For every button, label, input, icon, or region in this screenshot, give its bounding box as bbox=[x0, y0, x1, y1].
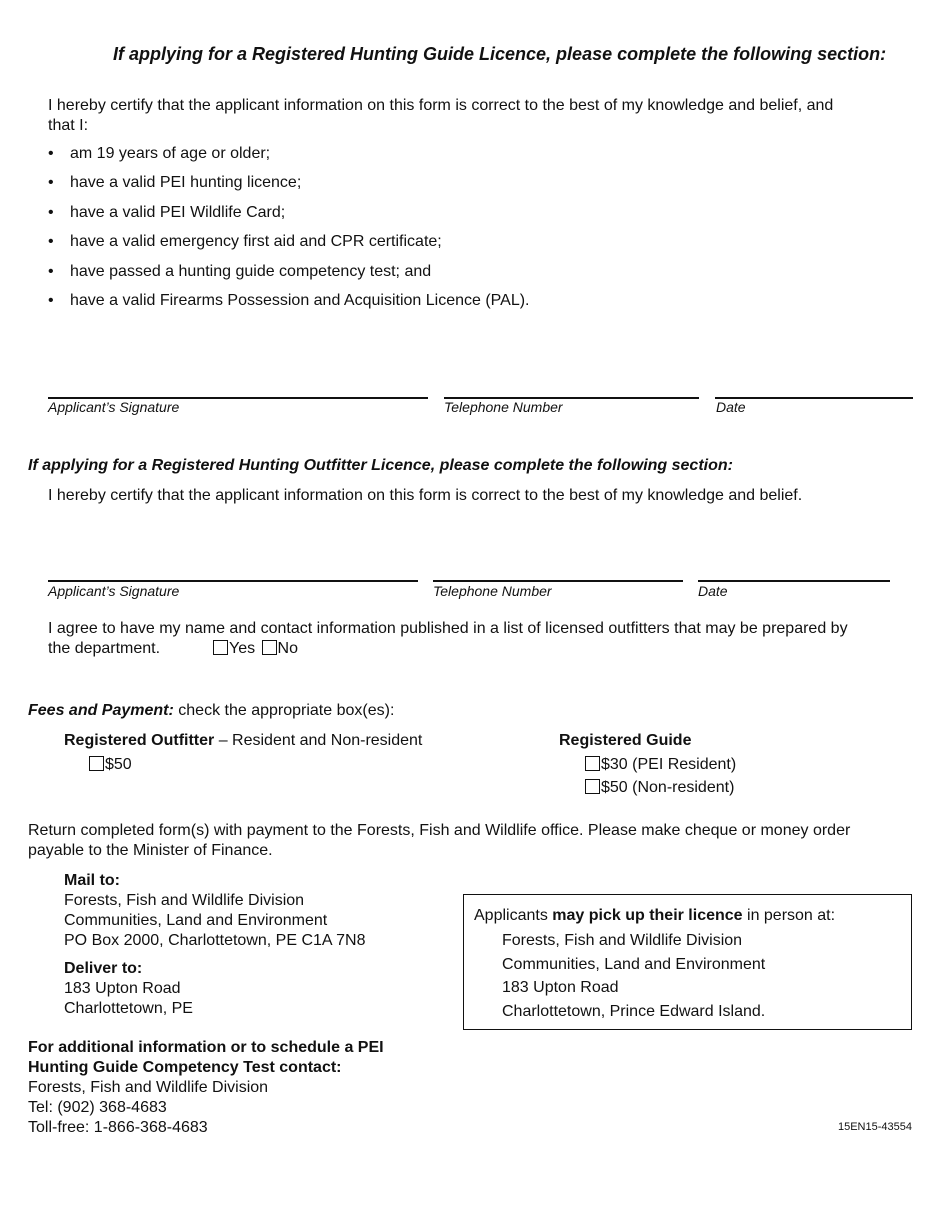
pickup-box bbox=[463, 894, 912, 1030]
bullet-icon: • bbox=[48, 262, 54, 280]
mail-address-line: Communities, Land and Environment bbox=[64, 912, 328, 929]
contact-tollfree: Toll-free: 1-866-368-4683 bbox=[28, 1119, 208, 1136]
guide-telephone-label: Telephone Number bbox=[444, 399, 563, 415]
pickup-address-line: Communities, Land and Environment bbox=[502, 955, 766, 973]
publish-yes-label: Yes bbox=[228, 640, 256, 657]
outfitter-section-heading: If applying for a Registered Hunting Outfitter Licence, please complete the following section: bbox=[28, 457, 733, 474]
form-code: 15EN15-43554 bbox=[837, 1121, 912, 1133]
publish-consent-line1: I agree to have my name and contact information published in a list of licensed outfitters that may be prepared by bbox=[48, 620, 848, 637]
guide-signature-label: Applicant’s Signature bbox=[48, 399, 180, 415]
contact-heading-line1: For additional information or to schedule a PEI bbox=[28, 1039, 384, 1056]
mail-address-line: Forests, Fish and Wildlife Division bbox=[64, 892, 305, 909]
requirement-text: have passed a hunting guide competency test; and bbox=[70, 262, 432, 280]
pickup-intro-bold: may pick up their licence bbox=[552, 907, 743, 924]
list-item bbox=[48, 232, 529, 261]
pickup-intro-pre: Applicants bbox=[474, 907, 553, 924]
outfitter-telephone-label: Telephone Number bbox=[433, 583, 552, 599]
contact-telephone: Tel: (902) 368-4683 bbox=[28, 1099, 167, 1116]
guide-fee-nonresident-label: $50 (Non-resident) bbox=[601, 779, 735, 796]
outfitter-signature-label: Applicant’s Signature bbox=[48, 583, 180, 599]
fees-instruction: check the appropriate box(es): bbox=[173, 702, 395, 719]
bullet-icon: • bbox=[48, 145, 54, 162]
publish-no-checkbox[interactable] bbox=[262, 640, 277, 655]
mail-address-line: PO Box 2000, Charlottetown, PE C1A 7N8 bbox=[64, 932, 366, 949]
mail-to-block bbox=[64, 871, 366, 951]
list-item bbox=[48, 262, 529, 291]
publish-consent bbox=[48, 619, 918, 659]
publish-consent-text: the department. bbox=[48, 640, 161, 657]
guide-fee-resident-option bbox=[585, 755, 736, 775]
pickup-intro bbox=[474, 906, 835, 926]
outfitter-fee-label: $50 bbox=[105, 756, 132, 773]
guide-date-label: Date bbox=[716, 399, 746, 415]
mail-to-label: Mail to: bbox=[64, 872, 120, 889]
list-item bbox=[48, 144, 529, 173]
publish-yes-checkbox[interactable] bbox=[213, 640, 228, 655]
outfitter-fee-option bbox=[89, 755, 132, 775]
return-line2: payable to the Minister of Finance. bbox=[28, 842, 273, 859]
list-item bbox=[48, 173, 529, 202]
outfitter-certify-text: I hereby certify that the applicant information on this form is correct to the best of my knowledge and belief. bbox=[48, 487, 803, 504]
contact-heading-line2: Hunting Guide Competency Test contact: bbox=[28, 1059, 342, 1076]
outfitter-date-label: Date bbox=[698, 583, 728, 599]
bullet-icon: • bbox=[48, 233, 54, 251]
outfitter-date-field[interactable] bbox=[698, 580, 890, 582]
bullet-icon: • bbox=[48, 203, 54, 221]
deliver-to-label: Deliver to: bbox=[64, 960, 143, 977]
deliver-to-block bbox=[64, 959, 193, 1019]
pickup-intro-post: in person at: bbox=[742, 907, 836, 924]
outfitter-fee-title bbox=[64, 731, 422, 751]
outfitter-fee-desc: – Resident and Non-resident bbox=[214, 732, 423, 749]
guide-requirements-list bbox=[48, 144, 529, 320]
guide-certify-line1: I hereby certify that the applicant information on this form is correct to the best of my knowledge and belief, and bbox=[48, 97, 834, 114]
requirement-text: am 19 years of age or older; bbox=[70, 145, 271, 162]
fees-heading: Fees and Payment: bbox=[28, 702, 174, 719]
pickup-address-line: Charlottetown, Prince Edward Island. bbox=[502, 1002, 766, 1020]
deliver-address-line: 183 Upton Road bbox=[64, 980, 181, 997]
outfitter-fee-checkbox[interactable] bbox=[89, 756, 104, 771]
requirement-text: have a valid PEI Wildlife Card; bbox=[70, 203, 286, 221]
return-instructions bbox=[28, 821, 928, 861]
guide-certify-text bbox=[48, 96, 908, 136]
pickup-address-line: 183 Upton Road bbox=[502, 979, 619, 996]
return-line1: Return completed form(s) with payment to the Forests, Fish and Wildlife office. Please make cheque or money order bbox=[28, 822, 851, 839]
requirement-text: have a valid PEI hunting licence; bbox=[70, 174, 302, 192]
bullet-icon: • bbox=[48, 174, 54, 192]
publish-no-label: No bbox=[277, 640, 298, 657]
bullet-icon: • bbox=[48, 291, 54, 309]
list-item bbox=[48, 203, 529, 232]
requirement-text: have a valid emergency first aid and CPR certificate; bbox=[70, 233, 442, 251]
guide-fee-nonresident-option bbox=[585, 778, 734, 798]
guide-fee-resident-checkbox[interactable] bbox=[585, 756, 600, 771]
guide-fee-nonresident-checkbox[interactable] bbox=[585, 779, 600, 794]
outfitter-telephone-field[interactable] bbox=[433, 580, 683, 582]
guide-fee-resident-label: $30 (PEI Resident) bbox=[601, 756, 737, 773]
contact-block bbox=[28, 1038, 384, 1138]
deliver-address-line: Charlottetown, PE bbox=[64, 1000, 193, 1017]
outfitter-signature-field[interactable] bbox=[48, 580, 418, 582]
publish-consent-line2 bbox=[48, 639, 918, 659]
pickup-address bbox=[502, 929, 765, 1023]
outfitter-fee-heading: Registered Outfitter bbox=[64, 732, 215, 749]
guide-fee-title: Registered Guide bbox=[559, 732, 692, 749]
requirement-text: have a valid Firearms Possession and Acquisition Licence (PAL). bbox=[70, 291, 530, 309]
guide-certify-line2: that I: bbox=[48, 117, 89, 134]
guide-section-heading: If applying for a Registered Hunting Guide Licence, please complete the following section: bbox=[113, 44, 887, 64]
contact-org: Forests, Fish and Wildlife Division bbox=[28, 1079, 269, 1096]
fees-line bbox=[28, 701, 394, 721]
list-item bbox=[48, 291, 529, 320]
pickup-address-line: Forests, Fish and Wildlife Division bbox=[502, 932, 743, 949]
